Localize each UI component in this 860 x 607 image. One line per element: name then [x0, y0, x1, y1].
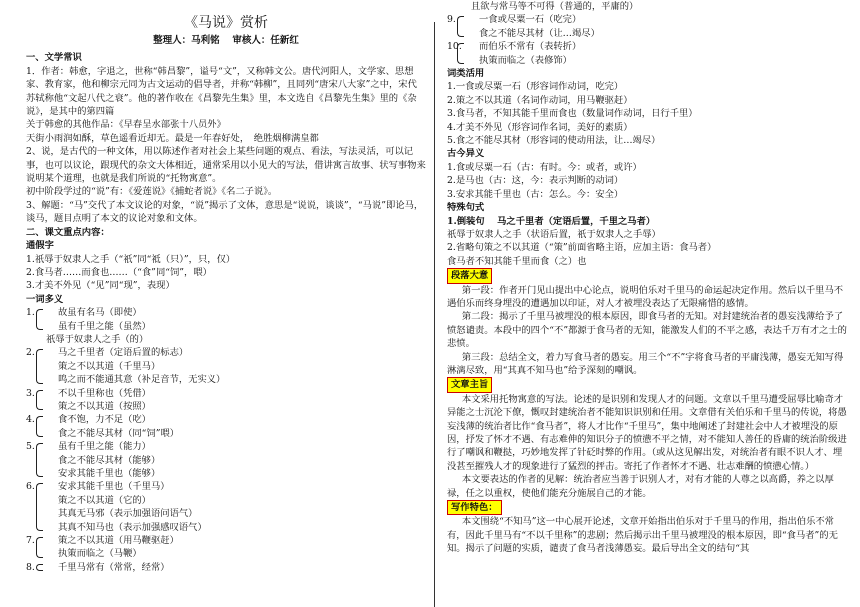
polysemy-group: [26, 534, 426, 561]
heading-special-sentences: 特殊句式: [447, 202, 485, 214]
polysemy-group: [26, 346, 426, 386]
brace-icon: [457, 43, 464, 64]
tongjia-item: 3.才美不外见（“见”同“现”，表现）: [26, 280, 175, 292]
polysemy-line: 执策而临之（表修饰）: [479, 54, 572, 66]
polysemy-line: 一食或尽粟一石（吃完）: [479, 14, 582, 26]
polysemy-group: [26, 440, 426, 480]
polysemy-group: [26, 561, 426, 574]
genre-paragraph: 2、说，是古代的一种文体，用以陈述作者对社会上某些问题的观点、看法，写法灵活，可以记事，也可以议论，跟现代的杂文大体相近，通常采用以小见大的写法，借讲寓言故事、状写事物来说明某个道理，也就是我们所说的“托物寓意”。: [26, 146, 426, 185]
brace-icon: [36, 483, 43, 531]
brace-icon: [36, 349, 43, 383]
brace-icon: [457, 16, 464, 37]
sentence-item: 1.倒装句 马之千里者（定语后置，千里之马者）: [447, 215, 656, 227]
brace-icon: [36, 390, 43, 411]
ancient-modern-item: 3.安求其能千里也（古：怎么。今：安全）: [447, 188, 624, 200]
polysemy-line: 食之不能尽其材（能够）: [58, 454, 161, 466]
group-number: 10.: [447, 41, 462, 53]
polysemy-line: 鸣之而不能通其意（补足音节，无实义）: [58, 374, 226, 386]
polysemy-line: 策之不以其道（用马鞭驱赶）: [58, 535, 179, 547]
page-title: 《马说》赏析: [184, 15, 268, 31]
right-column: [447, 0, 847, 556]
polysemy-line: 执策而临之（马鞭）: [58, 548, 142, 560]
word-class-item: 4.才美不外见（形容词作名词，美好的素质）: [447, 121, 633, 133]
polysemy-line: 其真无马邪（表示加强语问语气）: [58, 508, 198, 520]
polysemy-line: 虽有千里之能（虽然）: [58, 320, 151, 332]
polysemy-group: [447, 40, 847, 67]
polysemy-line: 且欲与常马等不可得（普通的，平庸的）: [471, 1, 639, 12]
polysemy-line: 食不饱，力不足（吃）: [58, 414, 151, 426]
polysemy-group: [447, 13, 847, 40]
polysemy-line: 食之不能尽其材（让…竭尽）: [479, 27, 600, 39]
group-number: 8.: [26, 561, 35, 573]
brace-icon: [36, 564, 43, 571]
sentence-item: 2.省略句策之不以其道（“策”前面省略主语，应加主语：食马者）: [447, 242, 717, 254]
brace-icon: [36, 309, 43, 330]
main-idea-paragraph: 本文采用托物寓意的写法。论述的是识别和发现人才的问题。文章以千里马遭受屈辱比喻奇才异能之士沉沦下僚，慨叹封建统治者不能知识识别和任用。文章借有关伯乐和千里马的传说，将愚妄浅薄的统治者比作“食马者”，将人才比作“千里马”，集中地阐述了封建社会中人才被埋没的原因，抒发了怀才不遇、有志难伸的知识分子的愤懑不平之情，对不能知人善任的昏庸的统治阶级进行了嘲讽和鞭挞，巧妙地发挥了针砭时弊的作用。（或从这见解出发，对统治者有眼不识人才、埋没甚至摧残人才的现象进行了猛烈的抨击。寄托了作者怀才不遇、壮志难酬的愤懑心情。）: [447, 393, 847, 472]
heading-paragraph-summary: 段落大意: [447, 268, 492, 283]
polysemy-line: 而伯乐不常有（表转折）: [479, 41, 582, 53]
group-number: 7.: [26, 535, 35, 547]
heading-tongjiazi: 通假字: [26, 240, 54, 252]
word-class-item: 1.一食或尽粟一石（形容词作动词，吃完）: [447, 81, 624, 93]
ancient-modern-item: 1.食或尽粟一石（古：有时。今：或者，或许）: [447, 161, 642, 173]
brace-icon: [36, 537, 43, 558]
group-number: 3.: [26, 387, 35, 399]
word-class-item: 2.策之不以其道（名词作动词，用马鞭驱赶）: [447, 94, 633, 106]
poem-line: 天街小雨润如酥，草色遥看近却无。最是一年春好处， 绝胜烟柳满皇都: [26, 132, 319, 144]
polysemy-group: [26, 387, 426, 414]
polysemy-line: 其真不知马也（表示加强感叹语气）: [58, 521, 207, 533]
polysemy-line: 食之不能尽其材（同“饲”喂）: [58, 427, 180, 439]
group-number: 6.: [26, 481, 35, 493]
sentence-item: 祇辱于奴隶人之手（状语后置，祇于奴隶人之手辱）: [447, 228, 661, 240]
heading-ancient-modern: 古今异义: [447, 148, 485, 160]
polysemy-group: [26, 413, 426, 440]
shuo-works: 初中阶段学过的“说”有：《爱莲说》《捕蛇者说》《名二子说》。: [26, 186, 278, 198]
heading-writing-features: 写作特色：: [447, 500, 502, 515]
summary-paragraph-3: 第三段：总结全文，着力写食马者的愚妄。用三个“不”字将食马者的平庸浅薄，愚妄无知写得淋漓尽致，用“其真不知马也”给予深刻的嘲讽。: [447, 351, 844, 376]
author-paragraph: 1．作者：韩愈，字退之，世称“韩昌黎”，谥号“文”，又称韩文公。唐代河阳人，文学家、思想家、教育家，他和柳宗元同为古文运动的倡导者，并称“韩柳”，且同列“唐宋八大家”之中，宋代苏轼称他“文起八代之衰”。他的著作收在《昌黎先生集》里，本文选自《昌黎先生集》里的《杂说》，是其中的第四篇: [26, 65, 417, 118]
brace-icon: [36, 416, 43, 437]
heading-polysemy: 一词多义: [26, 293, 64, 305]
polysemy-line: 安求其能千里也（能够）: [58, 468, 161, 479]
brace-icon: [36, 443, 43, 477]
polysemy-line: 虽有千里之能（能力）: [58, 441, 151, 453]
column-divider: [434, 22, 435, 607]
group-number: 1.: [26, 307, 35, 319]
word-class-item: 3.食马者，不知其能千里而食也（数量词作动词，日行千里）: [447, 108, 698, 120]
group-number: 4.: [26, 414, 35, 426]
polysemy-line: 不以千里称也（凭借）: [58, 387, 151, 399]
word-class-item: 5.食之不能尽其材（形容词的使动用法，让…竭尽）: [447, 135, 661, 147]
polysemy-line: 祇辱于奴隶人之手（的）: [46, 333, 149, 345]
writing-features-paragraph: 本文围绕“不知马”这一中心展开论述，文章开始指出伯乐对于千里马的作用，指出伯乐不常有，因此千里马有“不以千里称”的悲剧；然后揭示出千里马被埋没的根本原因，即“食马者”的无知。揭示了问题的实质，谴责了食马者浅薄愚妄。最后导出全文的结句“其: [447, 516, 838, 555]
tongjia-item: 2.食马者……而食也……（“食”同“饲”，喂）: [26, 266, 212, 278]
tongjia-item: 1.祇辱于奴隶人之手（“祇”同“祗（只）”，只，仅）: [26, 253, 236, 265]
other-works: 关于韩愈的其他作品：《早春呈水部张十八员外》: [26, 119, 226, 131]
polysemy-group: [26, 480, 426, 534]
polysemy-line: 故虽有名马（即使）: [58, 307, 142, 319]
summary-paragraph-1: 第一段：作者开门见山提出中心论点，说明伯乐对千里马的命运起决定作用。然后以千里马不遇伯乐而终身埋没的遭遇加以印证，对人才被埋没表达了无限痛惜的感情。: [447, 284, 844, 309]
left-column: [26, 0, 426, 574]
polysemy-line: 千里马常有（常常，经常）: [58, 561, 170, 573]
polysemy-line: 安求其能千里也（千里马）: [58, 481, 170, 493]
group-number: 5.: [26, 441, 35, 453]
section-key-content: 二、课文重点内容：: [26, 226, 110, 238]
summary-paragraph-2: 第二段：揭示了千里马被埋没的根本原因，即食马者的无知。对封建统治者的愚妄浅薄给予了愤怒谴责。本段中的四个“不”都源于食马者的无知，能激发人们的不平之感，表达千万有才之士的悲愤。: [447, 311, 847, 350]
group-number: 9.: [447, 14, 456, 26]
title-explanation: 3、解题：“马”交代了本文议论的对象，“说”揭示了文体，意思是“说说，谈谈”，“马说”即论马，谈马，题目点明了本文的议论对象和文体。: [26, 199, 424, 225]
polysemy-line: 策之不以其道（它的）: [58, 494, 151, 506]
polysemy-group: [26, 306, 426, 333]
editor-info: 整理人：马利铭 审核人：任新红: [153, 35, 299, 46]
section-literary-knowledge: 一、文学常识: [26, 52, 82, 64]
heading-main-idea: 文章主旨: [447, 377, 492, 392]
polysemy-line: 马之千里者（定语后置的标志）: [58, 347, 189, 359]
polysemy-line: 策之不以其道（按照）: [58, 400, 151, 412]
ancient-modern-item: 2.是马也（古：这，今：表示判断的动词）: [447, 175, 624, 187]
heading-word-class: 词类活用: [447, 68, 485, 80]
group-number: 2.: [26, 347, 35, 359]
author-view-paragraph: 本文要表达的作者的见解：统治者应当善于识别人才，对有才能的人尊之以高爵，养之以厚禄，任之以重权，使他们能充分施展自己的才能。: [447, 474, 834, 499]
sentence-item: 食马者不知其能千里而食（之）也: [447, 255, 587, 267]
polysemy-line: 策之不以其道（千里马）: [58, 360, 161, 372]
